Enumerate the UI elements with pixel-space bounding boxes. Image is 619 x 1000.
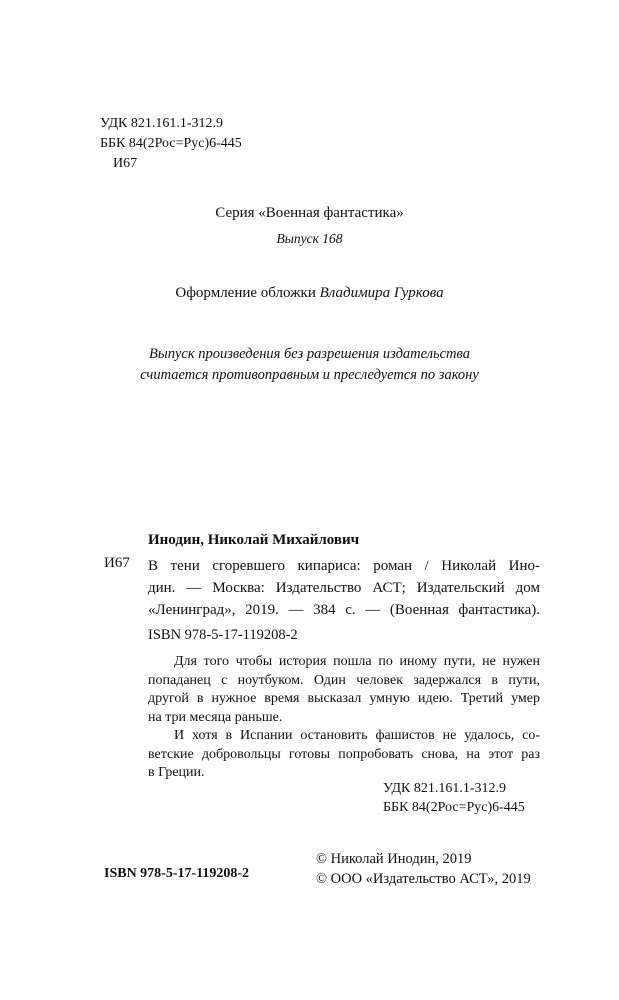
copyright-line: © Николай Инодин, 2019 [316,851,472,867]
classification-codes [100,114,242,174]
annotation [148,653,540,783]
bbk-code: ББК 84(2Рос=Рус)6-445 [100,136,242,151]
legal-notice-line: Выпуск произведения без разрешения издательства [149,346,470,362]
series-title: Серия «Военная фантастика» [215,205,404,221]
legal-notice [0,344,619,386]
isbn: ISBN 978-5-17-119208-2 [148,627,298,643]
series-issue: Выпуск 168 [276,231,343,246]
isbn-footer: ISBN 978-5-17-119208-2 [104,866,250,881]
cover-design-prefix: Оформление обложки [175,285,320,301]
udk-code: УДК 821.161.1-312.9 [383,781,507,796]
legal-notice-line: считается противоправным и преследуется по закону [140,367,479,383]
annotation-line: другой в нужное время высказал умную идею. Третий умер [148,691,540,706]
bib-line: «Ленинград», 2019. — 384 с. — (Военная фантастика). [148,602,540,618]
annotation-line: в Греции. [148,765,205,780]
bib-line: В тени сгоревшего кипариса: роман / Николай Ино- [148,558,540,574]
author-cipher: И67 [104,555,130,571]
copyright-block [316,849,531,889]
annotation-line: ветские добровольцы готовы попробовать снова, на этот раз [148,746,540,762]
author-mark: И67 [113,156,138,171]
classification-codes-footer [383,779,525,817]
bib-line: дин. — Москва: Издательство АСТ; Издательский дом [148,580,540,596]
cover-designer-name: Владимира Гуркова [319,285,444,301]
udk-code: УДК 821.161.1-312.9 [100,116,224,131]
annotation-line: Для того чтобы история пошла по иному пути, не нужен [174,654,540,669]
annotation-line: И хотя в Испании остановить фашистов не удалось, со- [174,728,540,743]
cover-design-credit [0,285,619,302]
annotation-line: на три месяца раньше. [148,709,283,725]
bibliographic-description [148,555,540,621]
copyright-line: © ООО «Издательство АСТ», 2019 [316,871,531,887]
annotation-line: попаданец с ноутбуком. Один человек задержался в пути, [148,672,540,688]
author-heading: Инодин, Николай Михайлович [148,532,360,548]
bbk-code: ББК 84(2Рос=Рус)6-445 [383,800,525,815]
